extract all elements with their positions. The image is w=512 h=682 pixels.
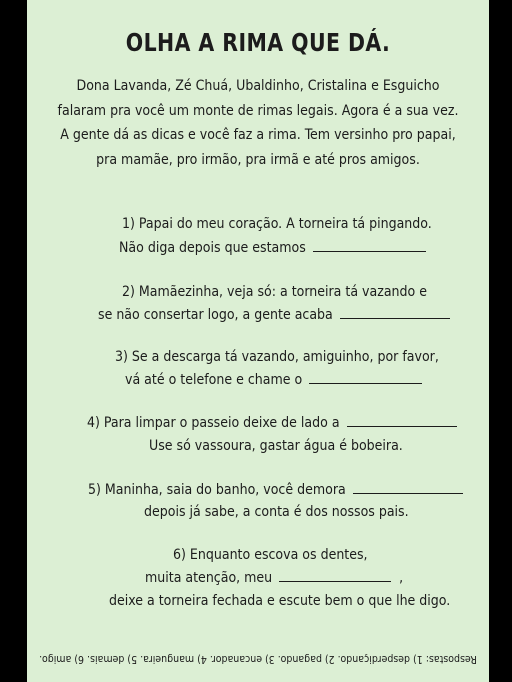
answer-blank-2[interactable] xyxy=(340,305,450,319)
answer-blank-1[interactable] xyxy=(313,238,426,252)
question-6-line-1: 6) Enquanto escova os dentes, xyxy=(173,547,368,563)
question-2-line-1: 2) Mamãezinha, veja só: a torneira tá vazando e xyxy=(122,284,427,300)
answer-blank-6[interactable] xyxy=(279,568,391,582)
question-3-line-1: 3) Se a descarga tá vazando, amiguinho, por favor, xyxy=(115,349,439,365)
question-1-text: Não diga depois que estamos xyxy=(119,240,306,256)
intro-line: A gente dá as dicas e você faz a rima. Tem versinho pro papai, xyxy=(60,127,456,143)
intro-paragraph xyxy=(37,74,479,172)
activity-page xyxy=(27,0,489,682)
question-2-line-2 xyxy=(98,303,450,327)
question-6-line-3: deixe a torneira fechada e escute bem o que lhe digo. xyxy=(109,593,451,609)
question-1-line-1: 1) Papai do meu coração. A torneira tá pingando. xyxy=(122,216,432,232)
question-3-line-2 xyxy=(125,368,422,392)
question-6-text: muita atenção, meu xyxy=(145,570,273,586)
answer-blank-5[interactable] xyxy=(353,480,463,494)
question-5-line-2: depois já sabe, a conta é dos nossos pais. xyxy=(144,504,409,520)
question-3-text: vá até o telefone e chame o xyxy=(125,372,303,388)
question-1-line-2 xyxy=(119,236,426,260)
question-5-text: 5) Maninha, saia do banho, você demora xyxy=(88,482,346,498)
question-4-line-2: Use só vassoura, gastar água é bobeira. xyxy=(149,438,403,454)
page-title: OLHA A RIMA QUE DÁ. xyxy=(125,28,391,57)
question-4-line-1 xyxy=(87,411,457,435)
answer-blank-3[interactable] xyxy=(309,370,422,384)
answer-blank-4[interactable] xyxy=(347,413,457,427)
question-6-line-2 xyxy=(145,566,403,590)
intro-line: falaram pra você um monte de rimas legais. Agora é a sua vez. xyxy=(57,102,459,119)
question-2-text: se não consertar logo, a gente acaba xyxy=(98,307,333,323)
intro-line: pra mamãe, pro irmão, pra irmã e até pros amigos. xyxy=(96,151,420,168)
intro-line: Dona Lavanda, Zé Chuá, Ubaldinho, Cristalina e Esguicho xyxy=(76,78,440,94)
question-4-text: 4) Para limpar o passeio deixe de lado a xyxy=(87,415,340,431)
question-6-comma: , xyxy=(399,570,404,586)
answer-key: Respostas: 1) desperdiçando. 2) pagando. 3) encanador. 4) mangueira. 5) demais. 6) amigo. xyxy=(39,653,477,665)
question-5-line-1 xyxy=(88,478,463,502)
